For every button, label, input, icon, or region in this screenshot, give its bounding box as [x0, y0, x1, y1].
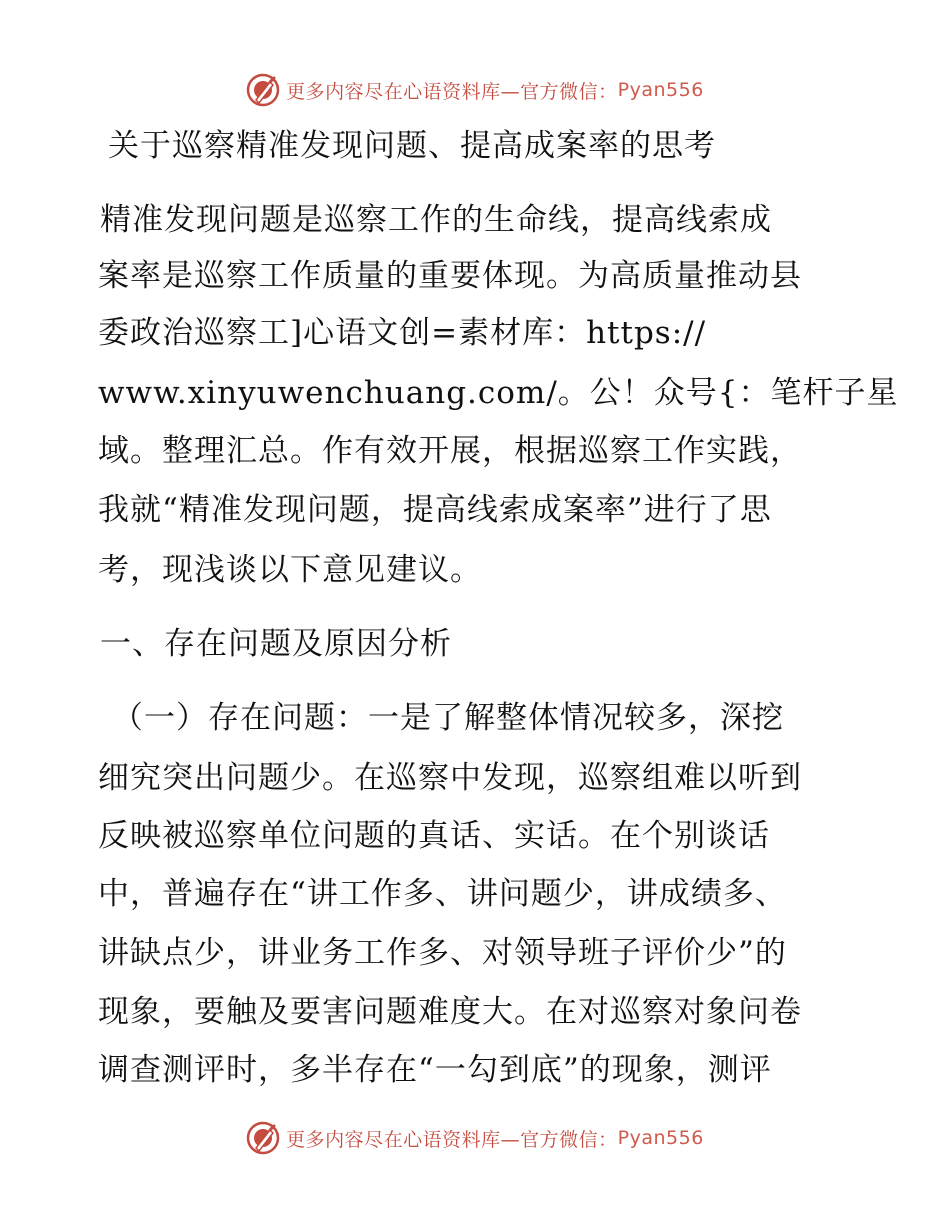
- intro-line: 考，现浅谈以下意见建议。: [98, 552, 482, 588]
- footer-watermark: [0, 1118, 950, 1158]
- intro-line: 我就“精准发现问题，提高线索成案率”进行了思: [98, 492, 772, 528]
- body-line: 细究突出问题少。在巡察中发现，巡察组难以听到: [98, 760, 802, 796]
- intro-line: 案率是巡察工作质量的重要体现。为高质量推动县: [98, 258, 802, 294]
- pen-logo-icon: [246, 73, 280, 107]
- body-line: 中，普遍存在“讲工作多、讲问题少，讲成绩多、: [98, 876, 787, 912]
- body-line: 调查测评时，多半存在“一勾到底”的现象，测评: [98, 1052, 772, 1088]
- watermark-wechat-id: Pyan556: [617, 79, 704, 101]
- intro-line: 域。整理汇总。作有效开展，根据巡察工作实践，: [98, 433, 802, 469]
- body-line: （一）存在问题：一是了解整体情况较多，深挖: [112, 700, 784, 736]
- header-watermark: [0, 70, 950, 110]
- section-heading: 一、存在问题及原因分析: [100, 626, 452, 662]
- body-line: 现象，要触及要害问题难度大。在对巡察对象问卷: [98, 994, 802, 1030]
- watermark-text: 更多内容尽在心语资料库—官方微信：: [286, 80, 618, 103]
- watermark-text: 更多内容尽在心语资料库—官方微信：: [286, 1128, 618, 1151]
- intro-line: 委政治巡察工]心语文创=素材库：https://: [98, 315, 707, 351]
- watermark-wechat-id: Pyan556: [617, 1127, 704, 1149]
- intro-line: www.xinyuwenchuang.com/。公！众号{：笔杆子星: [98, 375, 899, 411]
- body-line: 讲缺点少，讲业务工作多、对领导班子评价少”的: [98, 935, 787, 971]
- body-line: 反映被巡察单位问题的真话、实话。在个别谈话: [98, 818, 770, 854]
- document-title: 关于巡察精准发现问题、提高成案率的思考: [108, 128, 716, 164]
- intro-line: 精准发现问题是巡察工作的生命线，提高线索成: [100, 202, 772, 238]
- pen-logo-icon: [246, 1121, 280, 1155]
